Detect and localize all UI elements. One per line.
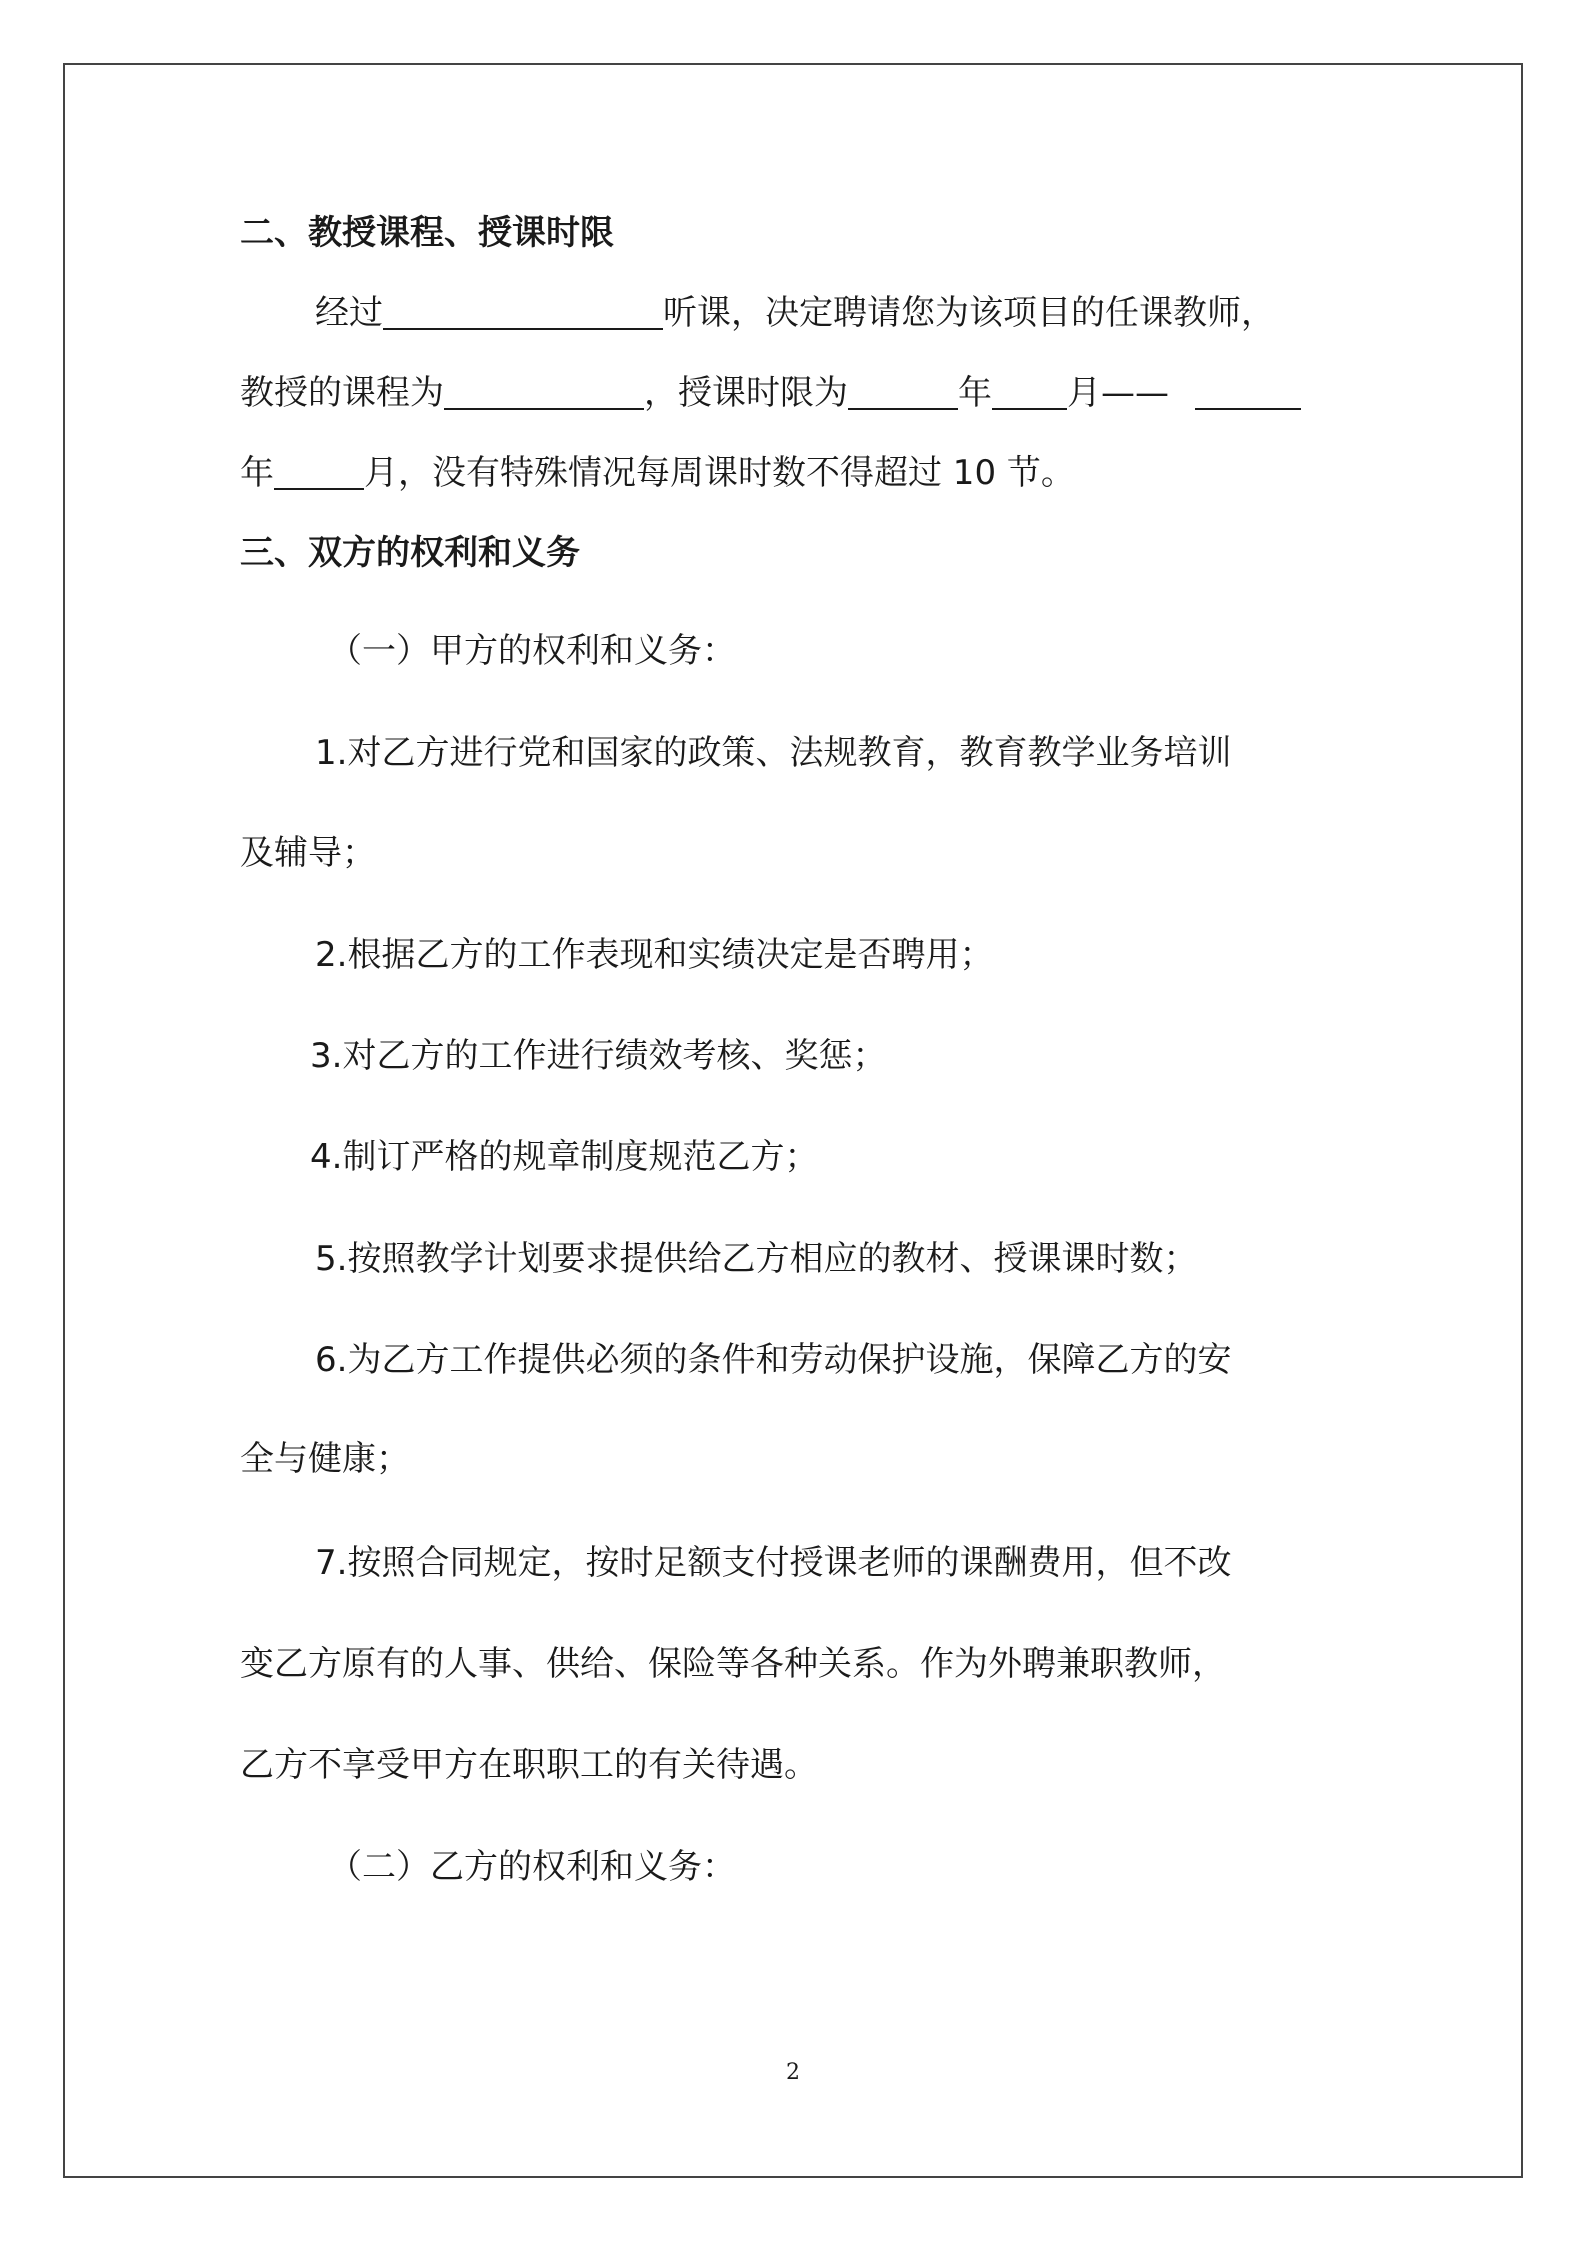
text-segment: 月—— (1067, 373, 1169, 413)
fill-in-blank-end-year[interactable] (1195, 378, 1301, 410)
list-item: 乙方不享受甲方在职职工的有关待遇。 (240, 1745, 818, 1785)
list-item: 及辅导； (240, 833, 376, 873)
text-segment: 听课，决定聘请您为该项目的任课教师， (663, 293, 1275, 333)
section3-heading: 三、双方的权利和义务 (240, 533, 580, 573)
list-item: 5.按照教学计划要求提供给乙方相应的教材、授课课时数； (315, 1239, 1198, 1279)
section2-paragraph-line3 (240, 450, 1075, 498)
subsection-party-b: （二）乙方的权利和义务： (328, 1847, 736, 1887)
page-number: 2 (786, 2060, 800, 2085)
section2-paragraph-line1 (315, 290, 1275, 338)
list-item: 变乙方原有的人事、供给、保险等各种关系。作为外聘兼职教师， (240, 1644, 1226, 1684)
text-segment: 经过 (315, 293, 383, 333)
text-segment: 教授的课程为 (240, 373, 444, 413)
fill-in-blank-start-year[interactable] (848, 378, 958, 410)
text-segment: 月，没有特殊情况每周课时数不得超过 10 节。 (364, 453, 1075, 493)
list-item: 2.根据乙方的工作表现和实绩决定是否聘用； (315, 935, 994, 975)
section2-heading: 二、教授课程、授课时限 (240, 213, 614, 253)
fill-in-blank-end-month[interactable] (274, 458, 364, 490)
section2-paragraph-line2 (240, 370, 1301, 418)
text-segment: 年 (958, 373, 992, 413)
list-item: 1.对乙方进行党和国家的政策、法规教育，教育教学业务培训 (315, 733, 1232, 773)
list-item: 3.对乙方的工作进行绩效考核、奖惩； (310, 1036, 887, 1076)
text-segment: 年 (240, 453, 274, 493)
subsection-party-a: （一）甲方的权利和义务： (328, 631, 736, 671)
list-item: 6.为乙方工作提供必须的条件和劳动保护设施，保障乙方的安 (315, 1340, 1232, 1380)
fill-in-blank-course[interactable] (444, 378, 644, 410)
text-segment: ，授课时限为 (644, 373, 848, 413)
list-item: 7.按照合同规定，按时足额支付授课老师的课酬费用，但不改 (315, 1543, 1232, 1583)
fill-in-blank-start-month[interactable] (992, 378, 1067, 410)
list-item: 4.制订严格的规章制度规范乙方； (310, 1137, 819, 1177)
fill-in-blank-listening[interactable] (383, 298, 663, 330)
list-item: 全与健康； (240, 1439, 410, 1479)
